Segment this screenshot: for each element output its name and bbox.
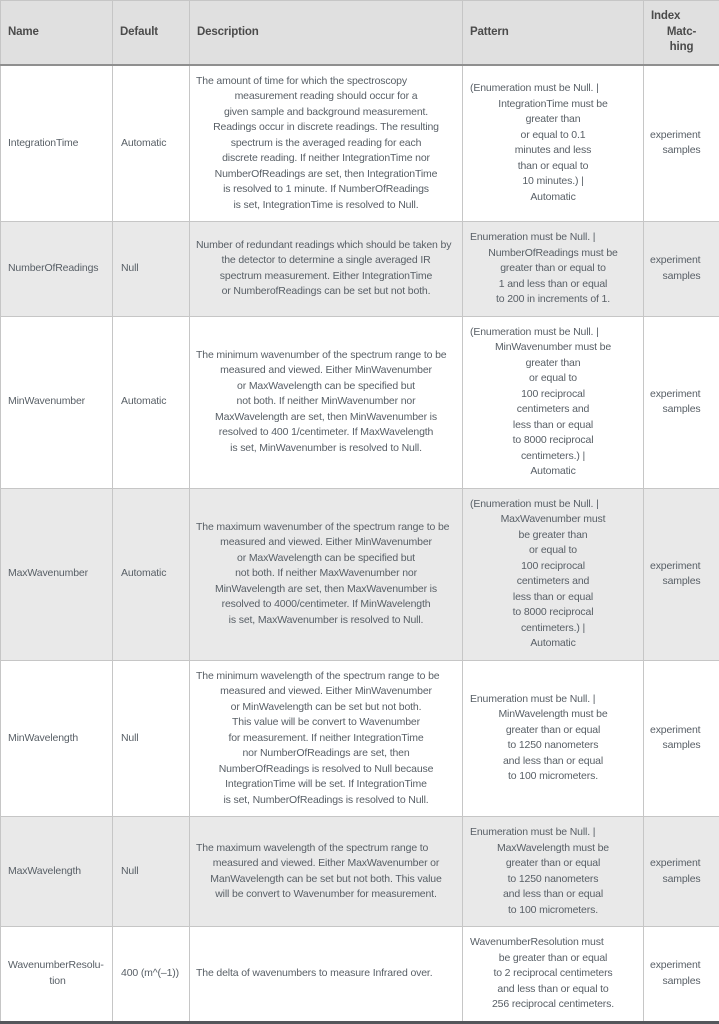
cell-index-matching: experiment samples bbox=[644, 316, 719, 488]
cell-pattern: (Enumeration must be Null. | IntegrationTime must be greater than or equal to 0.1 minutes and less than or equal to 10 minutes.) | Automatic bbox=[463, 65, 644, 222]
table-row bbox=[1, 817, 719, 927]
cell-default: Null bbox=[113, 817, 190, 927]
cell-name: MaxWavenumber bbox=[1, 488, 113, 660]
cell-default: Automatic bbox=[113, 65, 190, 222]
cell-description: The minimum wavelength of the spectrum range to be measured and viewed. Either MinWavenumber or MinWavelength can be set but not both. This value will be convert to Wavenumber for measurement. If neither IntegrationTime nor NumberOfReadings are set, then NumberOfReadings is resolved to Null because IntegrationTime will be set. If IntegrationTime is set, NumberOfReadings is resolved to Null. bbox=[190, 660, 463, 817]
cell-index-matching: experiment samples bbox=[644, 927, 719, 1023]
cell-description: The amount of time for which the spectroscopy measurement reading should occur for a given sample and background measurement. Readings occur in discrete readings. The resulting spectrum is the averaged reading for each discrete reading. If neither IntegrationTime nor NumberOfReadings are set, then IntegrationTime is resolved to 1 minute. If NumberOfReadings is set, IntegrationTime is resolved to Null. bbox=[190, 65, 463, 222]
cell-name: MinWavenumber bbox=[1, 316, 113, 488]
table-row bbox=[1, 65, 719, 222]
cell-pattern: WavenumberResolution must be greater than or equal to 2 reciprocal centimeters and less than or equal to 256 reciprocal centimeters. bbox=[463, 927, 644, 1023]
cell-description: The minimum wavenumber of the spectrum range to be measured and viewed. Either MinWavenumber or MaxWavelength can be specified but not both. If neither MinWavenumber nor MaxWavelength are set, then MinWavenumber is resolved to 400 1/centimeter. If MaxWavelength is set, MinWavenumber is resolved to Null. bbox=[190, 316, 463, 488]
cell-index-matching: experiment samples bbox=[644, 488, 719, 660]
table-row bbox=[1, 660, 719, 817]
cell-description: The maximum wavenumber of the spectrum range to be measured and viewed. Either MinWavenumber or MaxWavelength can be specified but not both. If neither MaxWavenumber nor MinWavelength are set, then MaxWavenumber is resolved to 4000/centimeter. If MinWavelength is set, MaxWavenumber is resolved to Null. bbox=[190, 488, 463, 660]
cell-default: Null bbox=[113, 660, 190, 817]
cell-description: The maximum wavelength of the spectrum range to measured and viewed. Either MaxWavenumber or ManWavelength can be set but not both. This value will be convert to Wavenumber for measurement. bbox=[190, 817, 463, 927]
cell-pattern: Enumeration must be Null. | NumberOfReadings must be greater than or equal to 1 and less than or equal to 200 in increments of 1. bbox=[463, 222, 644, 317]
cell-pattern: Enumeration must be Null. | MaxWavelength must be greater than or equal to 1250 nanometers and less than or equal to 100 micrometers. bbox=[463, 817, 644, 927]
column-header-index-matching: Index Matc- hing bbox=[644, 1, 719, 65]
cell-description: Number of redundant readings which should be taken by the detector to determine a single averaged IR spectrum measurement. Either IntegrationTime or NumberofReadings can be set but not both. bbox=[190, 222, 463, 317]
cell-index-matching: experiment samples bbox=[644, 222, 719, 317]
cell-name: MinWavelength bbox=[1, 660, 113, 817]
cell-name: MaxWavelength bbox=[1, 817, 113, 927]
column-header-pattern: Pattern bbox=[463, 1, 644, 65]
cell-pattern: (Enumeration must be Null. | MaxWavenumber must be greater than or equal to 100 reciprocal centimeters and less than or equal to 8000 reciprocal centimeters.) | Automatic bbox=[463, 488, 644, 660]
table-row bbox=[1, 488, 719, 660]
cell-name: WavenumberResolu- tion bbox=[1, 927, 113, 1023]
column-header-name: Name bbox=[1, 1, 113, 65]
column-header-default: Default bbox=[113, 1, 190, 65]
table-row bbox=[1, 927, 719, 1023]
cell-default: Null bbox=[113, 222, 190, 317]
table-row bbox=[1, 316, 719, 488]
cell-name: NumberOfReadings bbox=[1, 222, 113, 317]
cell-index-matching: experiment samples bbox=[644, 660, 719, 817]
cell-index-matching: experiment samples bbox=[644, 817, 719, 927]
cell-index-matching: experiment samples bbox=[644, 65, 719, 222]
cell-pattern: Enumeration must be Null. | MinWavelength must be greater than or equal to 1250 nanometers and less than or equal to 100 micrometers. bbox=[463, 660, 644, 817]
cell-description: The delta of wavenumbers to measure Infrared over. bbox=[190, 927, 463, 1023]
cell-pattern: (Enumeration must be Null. | MinWavenumber must be greater than or equal to 100 reciprocal centimeters and less than or equal to 8000 reciprocal centimeters.) | Automatic bbox=[463, 316, 644, 488]
column-header-description: Description bbox=[190, 1, 463, 65]
cell-name: IntegrationTime bbox=[1, 65, 113, 222]
cell-default: 400 (m^(–1)) bbox=[113, 927, 190, 1023]
cell-default: Automatic bbox=[113, 488, 190, 660]
table-row bbox=[1, 222, 719, 317]
table-header-row bbox=[1, 1, 719, 65]
cell-default: Automatic bbox=[113, 316, 190, 488]
